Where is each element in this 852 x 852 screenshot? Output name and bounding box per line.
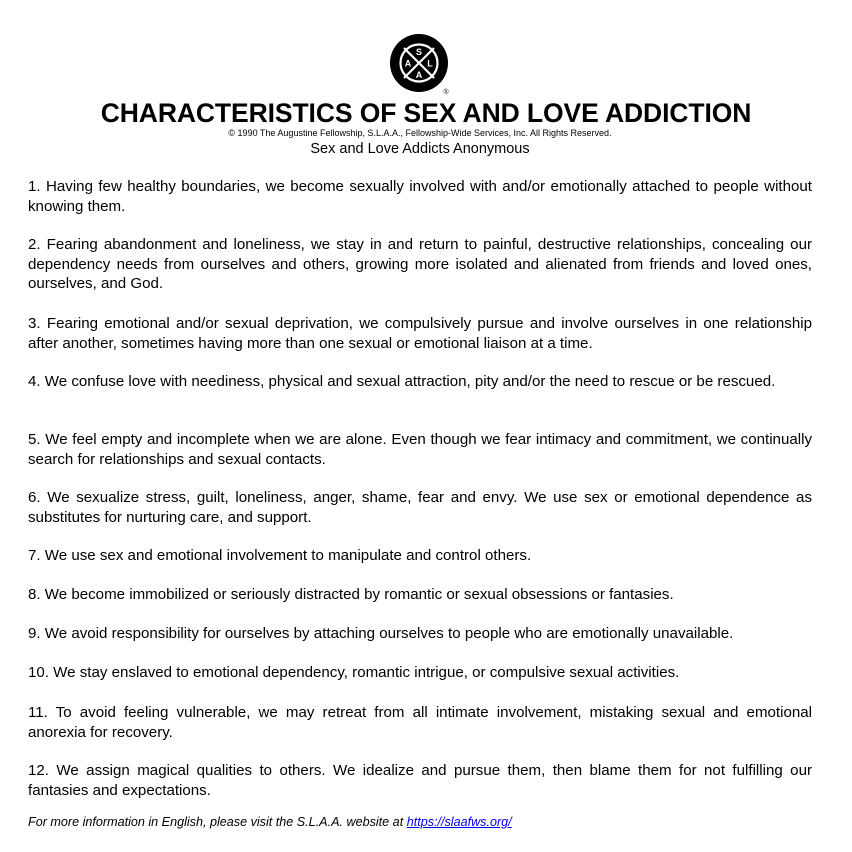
characteristic-item-5: 5. We feel empty and incomplete when we are alone. Even though we fear intimacy and commitment, we continually search for relationships and sexual contacts. — [28, 431, 812, 468]
slaa-logo-icon — [389, 33, 451, 95]
characteristic-item-3: 3. Fearing emotional and/or sexual deprivation, we compulsively pursue and involve ourselves in one relationship after another, sometimes having more than one sexual or emotional liaison at a time. — [28, 315, 812, 352]
characteristic-item-12: 12. We assign magical qualities to others. We idealize and pursue them, then blame them for not fulfilling our fantasies and expectations. — [28, 762, 812, 799]
characteristic-item-7: 7. We use sex and emotional involvement to manipulate and control others. — [28, 547, 532, 564]
logo-letter-s: S — [415, 47, 423, 57]
page-title: CHARACTERISTICS OF SEX AND LOVE ADDICTION — [100, 98, 752, 128]
characteristic-item-6: 6. We sexualize stress, guilt, loneliness, anger, shame, fear and envy. We use sex or emotional dependence as substitutes for nurturing care, and support. — [28, 489, 812, 526]
registered-mark: ® — [443, 89, 449, 95]
characteristic-item-2: 2. Fearing abandonment and loneliness, we stay in and return to painful, destructive relationships, concealing our dependency needs from ourselves and others, growing more isolated and alienated from friends and loved ones, ourselves, and God. — [28, 236, 812, 292]
characteristic-item-1: 1. Having few healthy boundaries, we become sexually involved with and/or emotionally attached to people without knowing them. — [28, 178, 812, 215]
characteristic-item-10: 10. We stay enslaved to emotional dependency, romantic intrigue, or compulsive sexual activities. — [28, 664, 680, 681]
page-subtitle: Sex and Love Addicts Anonymous — [310, 141, 530, 157]
website-link[interactable]: https://slaafws.org/ — [406, 815, 512, 829]
footer-text: For more information in English, please visit the S.L.A.A. website at — [28, 815, 404, 829]
logo-letter-l: L — [427, 58, 433, 69]
copyright-notice: © 1990 The Augustine Fellowship, S.L.A.A., Fellowship-Wide Services, Inc. All Rights Reserved. — [228, 128, 612, 138]
characteristic-item-4: 4. We confuse love with neediness, physical and sexual attraction, pity and/or the need to rescue or be rescued. — [28, 373, 776, 390]
logo-letter-a1: A — [404, 58, 412, 69]
logo-letter-a2: A — [415, 70, 423, 80]
characteristic-item-9: 9. We avoid responsibility for ourselves by attaching ourselves to people who are emotionally unavailable. — [28, 625, 734, 642]
characteristic-item-8: 8. We become immobilized or seriously distracted by romantic or sexual obsessions or fantasies. — [28, 586, 674, 603]
footer-note — [28, 814, 812, 830]
characteristic-item-11: 11. To avoid feeling vulnerable, we may retreat from all intimate involvement, mistaking sexual and emotional anorexia for recovery. — [28, 704, 812, 741]
